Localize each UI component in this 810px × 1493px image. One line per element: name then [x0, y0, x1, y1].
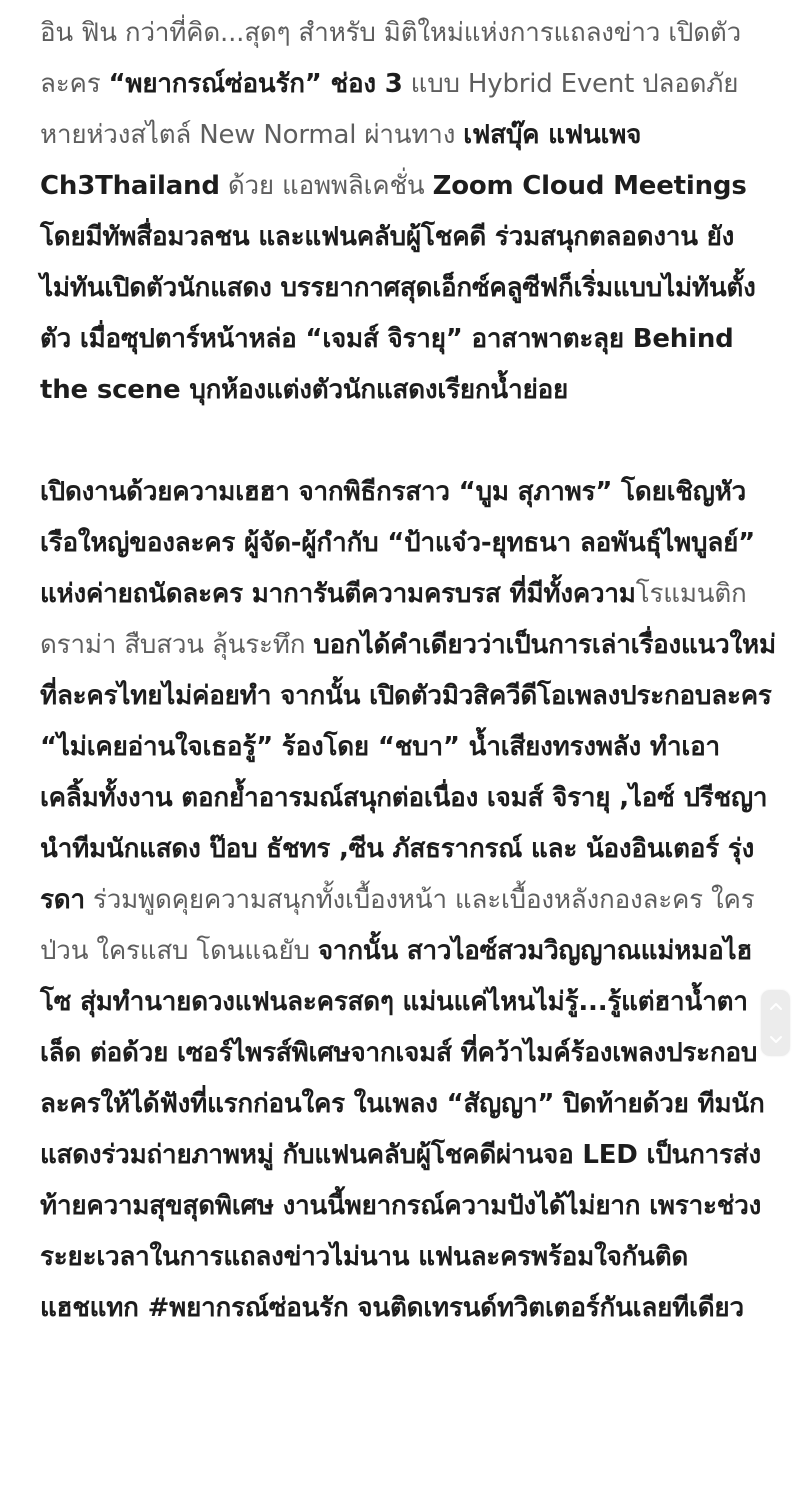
scroll-up-button[interactable]: [761, 990, 790, 1023]
chevron-down-icon: [769, 1035, 783, 1044]
text-run-bold: บอกได้คำเดียวว่าเป็นการเล่าเรื่องแนวใหม่ ที่ละครไทยไม่ค่อยทำ จากนั้น เปิดตัวมิวสิควีดีโอเพลงประกอบละคร “ไม่เคยอ่านใจเธอรู้” ร้องโดย “ชบา” น้ำเสียงทรงพลัง ทำเอาเคลิ้มทั้งงาน ตอกย้ำอารมณ์สนุกต่อเนื่อง เจมส์ จิรายุ ,ไอซ์ ปรีชญา นำทีมนักแสดง ป๊อบ ธัชทร ,ซีน ภัสธรากรณ์ และ น้องอินเตอร์ รุ่งรดา: [40, 630, 776, 915]
text-run-bold: “พยากรณ์ซ่อนรัก” ช่อง 3: [108, 69, 403, 99]
text-run-bold: Zoom Cloud Meetings โดยมีทัพสื่อมวลชน และแฟนคลับผู้โชคดี ร่วมสนุกตลอดงาน ยังไม่ทันเปิดตัวนักแสดง บรรยากาศสุดเอ็กซ์คลูซีฟก็เริ่มแบบไม่ทันตั้งตัว เมื่อซุปตาร์หน้าหล่อ “เจมส์ จิรายุ” อาสาพาตะลุย Behind the scene บุกห้องแต่งตัวนักแสดงเรียกน้ำย่อย: [40, 171, 756, 405]
text-run: อิน ฟิน กว่าที่คิด...สุดๆ สำหรับ มิติใหม่แห่งการแถลงข่าว เปิดตัวละคร: [40, 18, 741, 99]
text-run: โรแมนติก ดราม่า สืบสวน ลุ้นระทึก: [40, 579, 747, 660]
chevron-up-icon: [769, 1002, 783, 1011]
text-run: แบบ Hybrid Event ปลอดภัยหายห่วงสไตล์ New Normal ผ่านทาง: [40, 69, 739, 150]
paragraph-event: [40, 467, 776, 1334]
text-run: ร่วมพูดคุยความสนุกทั้งเบื้องหน้า และเบื้องหลังกองละคร ใครป่วน ใครแสบ โดนแฉยับ: [40, 885, 755, 966]
scroll-down-button[interactable]: [761, 1023, 790, 1056]
text-run-bold: เปิดงานด้วยความเฮฮา จากพิธีกรสาว “บูม สุภาพร” โดยเชิญหัวเรือใหญ่ของละคร ผู้จัด-ผู้กำกับ “ป้าแจ๋ว-ยุทธนา ลอพันธุ์ไพบูลย์” แห่งค่ายถนัดละคร มาการันตีความครบรส ที่มีทั้งความ: [40, 477, 756, 609]
page-scroll-control[interactable]: [761, 990, 790, 1056]
text-run-bold: เฟสบุ๊ค แฟนเพจ Ch3Thailand: [40, 120, 642, 201]
article-body: [40, 8, 776, 1334]
text-run: ด้วย แอพพลิเคชั่น: [219, 171, 433, 201]
paragraph-intro: [40, 8, 776, 416]
text-run-bold: จากนั้น สาวไอซ์สวมวิญญาณแม่หมอไฮโซ สุ่มทำนายดวงแฟนละครสดๆ แม่นแค่ไหนไม่รู้...รู้แต่ฮาน้ำตาเล็ด ต่อด้วย เซอร์ไพรส์พิเศษจากเจมส์ ที่คว้าไมค์ร้องเพลงประกอบละครให้ได้ฟังที่แรกก่อนใคร ในเพลง “สัญญา” ปิดท้ายด้วย ทีมนักแสดงร่วมถ่ายภาพหมู่ กับแฟนคลับผู้โชคดีผ่านจอ LED เป็นการส่งท้ายความสุขสุดพิเศษ งานนี้พยากรณ์ความปังได้ไม่ยาก เพราะช่วงระยะเวลาในการแถลงข่าวไม่นาน แฟนละครพร้อมใจกันติดแฮชแทก #พยากรณ์ซ่อนรัก จนติดเทรนด์ทวิตเตอร์กันเลยทีเดียว: [40, 936, 765, 1323]
